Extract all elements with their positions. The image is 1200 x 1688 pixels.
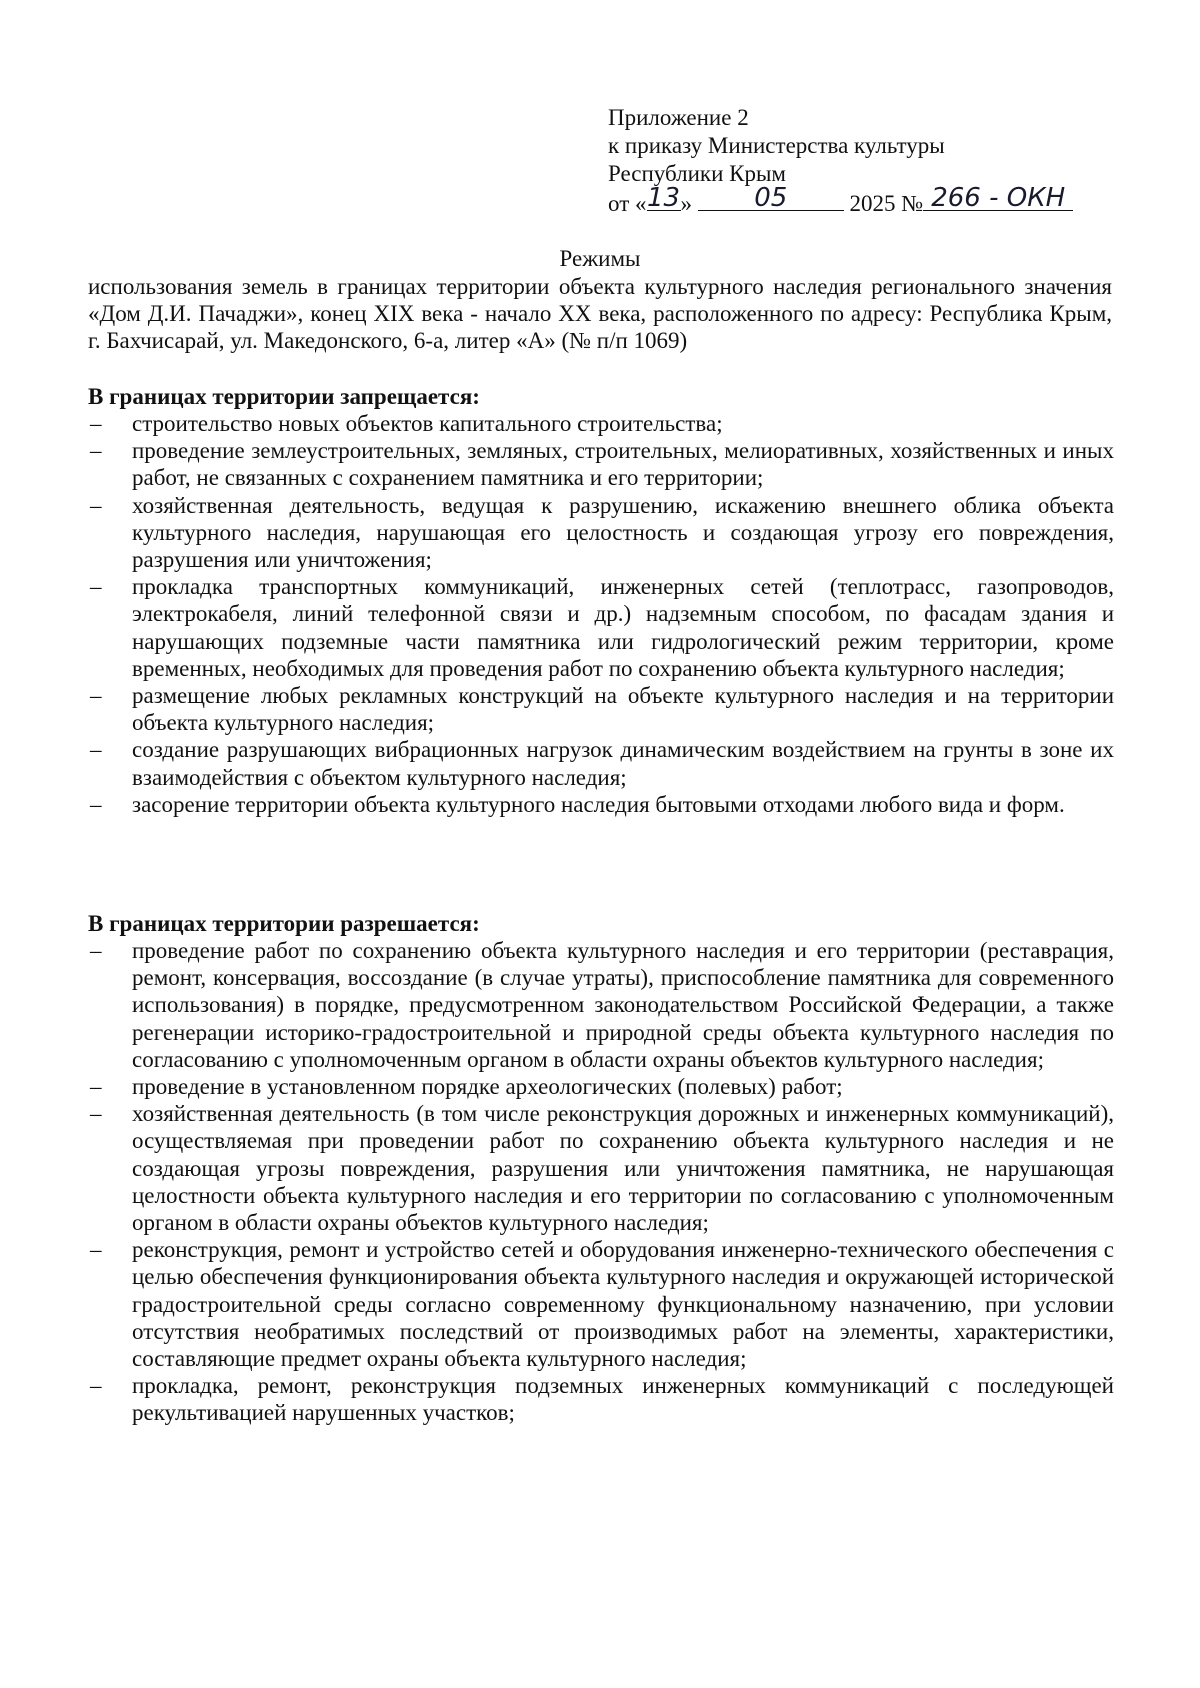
list-item: – хозяйственная деятельность (в том числе реконструкция дорожных и инженерных коммуникаций), осуществляемая при проведении работ по сохранению объекта культурного наследия и не создающая угрозы повреждения, разрушения или уничтожения памятника, не нарушающая целостности объекта культурного наследия и его территории по согласованию с уполномоченным органом в области охраны объектов культурного наследия; bbox=[90, 1101, 1114, 1236]
order-number-handwritten: 266 - ОКН bbox=[931, 183, 1066, 213]
dash-bullet: – bbox=[90, 1074, 102, 1100]
dash-bullet: – bbox=[90, 411, 102, 436]
month-handwritten: 05 bbox=[754, 183, 788, 213]
day-handwritten: 13 bbox=[646, 183, 681, 213]
dash-bullet: – bbox=[90, 1237, 102, 1263]
list-item: – засорение территории объекта культурного наследия бытовыми отходами любого вида и форм. bbox=[90, 791, 1065, 817]
dash-bullet: – bbox=[90, 938, 102, 963]
dash-bullet: – bbox=[90, 683, 102, 709]
dash-bullet: – bbox=[90, 737, 102, 763]
document-subject: использования земель в границах территории объекта культурного наследия регионального значения «Дом Д.И. Пачаджи», конец XIX века - начало XX века, расположенного по адресу: Республика Крым, г. Бахчисарай, ул. Македонского, 6-а, литер «А» (№ п/п 1069) bbox=[88, 274, 1112, 354]
list-item: – строительство новых объектов капитального строительства; bbox=[90, 411, 723, 436]
appendix-header bbox=[608, 104, 1073, 218]
list-item: – проведение землеустроительных, земляных, строительных, мелиоративных, хозяйственных и иных работ, не связанных с сохранением памятника и его территории; bbox=[90, 438, 1114, 491]
date-close-quote: » bbox=[680, 191, 692, 216]
prohibited-list bbox=[88, 410, 1114, 818]
day-field bbox=[646, 183, 681, 213]
list-item: – прокладка, ремонт, реконструкция подземных инженерных коммуникаций с последующей рекультивацией нарушенных участков; bbox=[90, 1373, 1114, 1426]
document-title: Режимы bbox=[559, 246, 641, 271]
dash-bullet: – bbox=[90, 574, 102, 600]
list-item: – прокладка транспортных коммуникаций, инженерных сетей (теплотрасс, газопроводов, электрокабеля, линий телефонной связи и др.) надземным способом, по фасадам здания и нарушающих подземные части памятника или гидрологический режим территории, кроме временных, необходимых для проведения работ по сохранению объекта культурного наследия; bbox=[90, 574, 1114, 681]
dash-bullet: – bbox=[90, 1373, 102, 1399]
order-date-line bbox=[608, 183, 1073, 218]
list-item: – хозяйственная деятельность, ведущая к разрушению, искажению внешнего облика объекта культурного наследия, нарушающая его целостность и создающая угрозу его повреждения, разрушения или уничтожения; bbox=[90, 492, 1114, 573]
allowed-heading: В границах территории разрешается: bbox=[88, 911, 480, 936]
list-item: – проведение работ по сохранению объекта культурного наследия и его территории (реставрация, ремонт, консервация, воссоздание (в случае утраты), приспособление памятника для современного использования) в порядке, предусмотренном законодательством Российской Федерации, а также регенерации историко-градостроительной и природной среды объекта культурного наследия по согласованию с уполномоченным органом в области охраны объектов культурного наследия; bbox=[90, 938, 1114, 1072]
list-item: – проведение в установленном порядке археологических (полевых) работ; bbox=[90, 1074, 843, 1100]
order-reference: к приказу Министерства культуры bbox=[608, 133, 945, 158]
prohibited-heading: В границах территории запрещается: bbox=[88, 384, 480, 409]
dash-bullet: – bbox=[90, 438, 102, 464]
ministry-region: Республики Крым bbox=[608, 161, 786, 186]
dash-bullet: – bbox=[90, 791, 102, 817]
month-field bbox=[698, 183, 844, 213]
appendix-number: Приложение 2 bbox=[608, 105, 749, 130]
list-item: – создание разрушающих вибрационных нагрузок динамическим воздействием на грунты в зоне их взаимодействия с объектом культурного наследия; bbox=[90, 737, 1114, 790]
dash-bullet: – bbox=[90, 1101, 102, 1127]
year-and-number-label: 2025 № bbox=[849, 191, 924, 216]
allowed-list bbox=[88, 937, 1114, 1427]
dash-bullet: – bbox=[90, 492, 102, 518]
order-number-field bbox=[923, 183, 1073, 213]
date-prefix: от « bbox=[608, 191, 647, 216]
list-item: – реконструкция, ремонт и устройство сетей и оборудования инженерно-технического обеспечения с целью обеспечения функционирования объекта культурного наследия и окружающей исторической градостроительной среды согласно современному функциональному назначению, при условии отсутствия необратимых последствий от производимых работ на элементы, характеристики, составляющие предмет охраны объекта культурного наследия; bbox=[90, 1237, 1114, 1372]
list-item: – размещение любых рекламных конструкций на объекте культурного наследия и на территории объекта культурного наследия; bbox=[90, 683, 1114, 736]
